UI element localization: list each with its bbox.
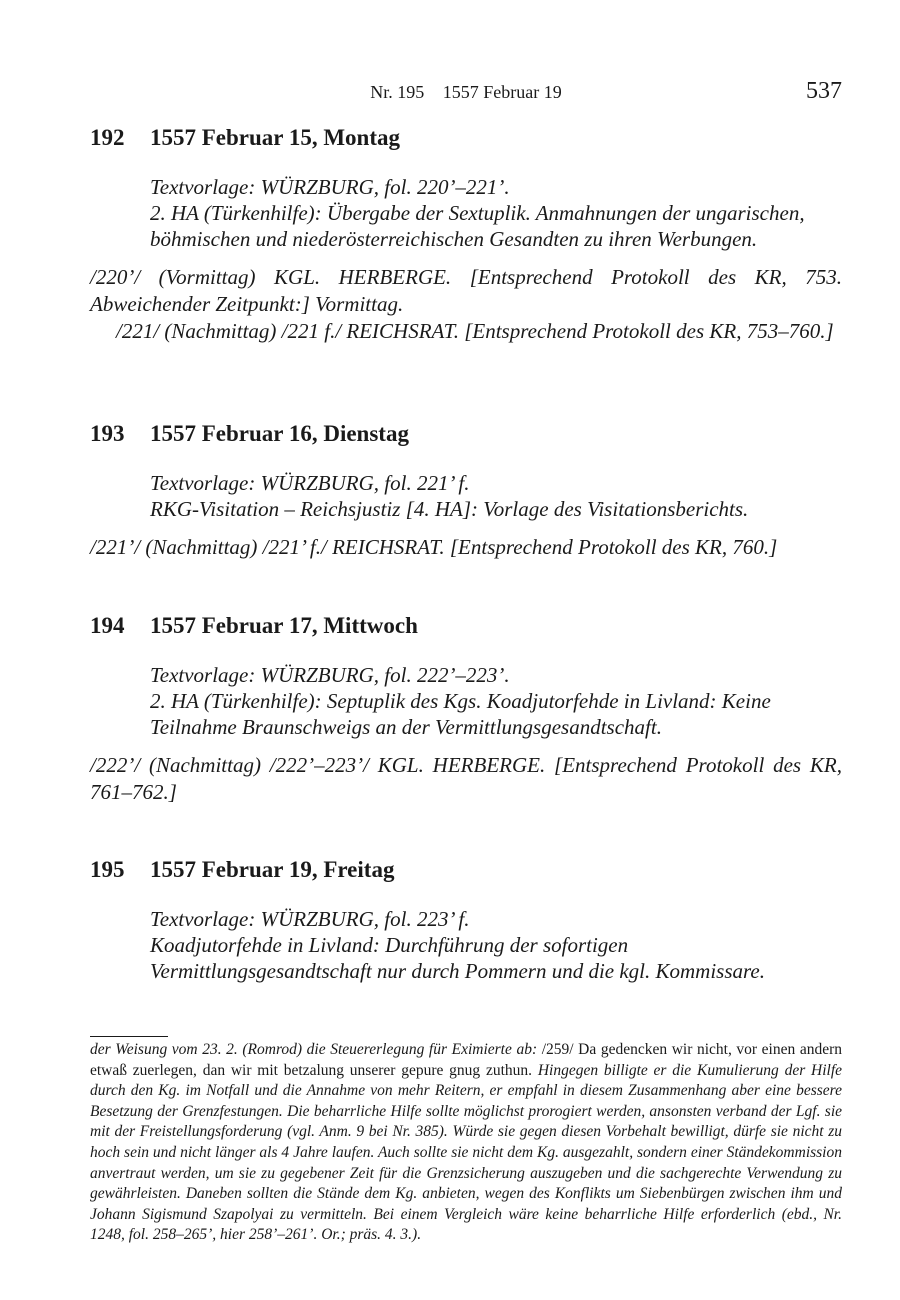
- running-head-date: 1557 Februar 19: [442, 82, 562, 102]
- entry-date: 1557 Februar 15, Montag: [150, 125, 401, 150]
- running-head-title: [90, 82, 842, 103]
- source-summary: 2. HA (Türkenhilfe): Übergabe der Sextuplik. Anmahnungen der ungarischen, böhmischen und niederösterreichischen Gesandten zu ihren Werbungen.: [150, 201, 805, 251]
- entry-number: 195: [90, 857, 125, 882]
- source-line: Textvorlage: WÜRZBURG, fol. 220’–221’.: [150, 175, 510, 199]
- entry-number: 192: [90, 125, 125, 150]
- running-head-entry-ref: Nr. 195: [370, 82, 425, 102]
- entry-source: [150, 470, 842, 522]
- footnote-folio: /259/: [541, 1041, 574, 1058]
- entry-date: 1557 Februar 19, Freitag: [150, 857, 395, 882]
- source-summary: Koadjutorfehde in Livland: Durchführung der sofortigen Vermittlungsgesandtschaft nur durch Pommern und die kgl. Kommissare.: [150, 933, 765, 983]
- source-summary: 2. HA (Türkenhilfe): Septuplik des Kgs. Koadjutorfehde in Livland: Keine Teilnahme Braunschweigs an der Vermittlungsgesandtschaft.: [150, 689, 771, 739]
- entry-194: [90, 612, 842, 806]
- entry-heading: [90, 856, 842, 884]
- entry-source: [150, 662, 842, 740]
- footnote-quote: Da gedencken wir nicht, vor einen andern etwaß zuerlegen, dan wir mit betzalung unserer gepure gnug zuthun.: [90, 1041, 842, 1079]
- footnote-divider: [90, 1036, 168, 1037]
- entry-source: [150, 174, 842, 252]
- entry-protocol: [90, 752, 842, 806]
- source-line: Textvorlage: WÜRZBURG, fol. 221’ f.: [150, 471, 470, 495]
- entry-number: 193: [90, 421, 125, 446]
- entry-heading: [90, 420, 842, 448]
- entry-date: 1557 Februar 17, Mittwoch: [150, 613, 418, 638]
- entry-protocol: [90, 264, 842, 345]
- entry-195: [90, 856, 842, 984]
- document-page: [90, 0, 842, 1300]
- source-line: Textvorlage: WÜRZBURG, fol. 222’–223’.: [150, 663, 510, 687]
- protocol-paragraph: /220’/ (Vormittag) KGL. HERBERGE. [Entsprechend Protokoll des KR, 753. Abweichender Zeitpunkt:] Vormittag.: [90, 265, 842, 316]
- running-head: [90, 78, 842, 108]
- entry-192: [90, 124, 842, 345]
- entry-193: [90, 420, 842, 561]
- footnote-lead: der Weisung vom 23. 2. (Romrod) die Steuererlegung für Eximierte ab:: [90, 1041, 538, 1058]
- source-summary: RKG-Visitation – Reichsjustiz [4. HA]: Vorlage des Visitationsberichts.: [150, 497, 749, 521]
- protocol-paragraph: /221’/ (Nachmittag) /221’ f./ REICHSRAT. [Entsprechend Protokoll des KR, 760.]: [90, 535, 778, 559]
- entry-number: 194: [90, 613, 125, 638]
- source-line: Textvorlage: WÜRZBURG, fol. 223’ f.: [150, 907, 470, 931]
- footnote: [90, 1040, 842, 1246]
- protocol-paragraph: /221/ (Nachmittag) /221 f./ REICHSRAT. [Entsprechend Protokoll des KR, 753–760.]: [116, 319, 834, 343]
- footnote-commentary: Hingegen billigte er die Kumulierung der Hilfe durch den Kg. im Notfall und die Annahme von mehr Reitern, er empfahl in diesem Zusammenhang aber eine bessere Besetzung der Grenzfestungen. Die beharrliche Hilfe sollte möglichst prorogiert werden, ansonsten verband der Lgf. sie mit der Freistellungsforderung (vgl. Anm. 9 bei Nr. 385). Würde sie gegen diesen Vorbehalt bewilligt, dürfe sie nicht zu hoch sein und nicht länger als 4 Jahre laufen. Auch sollte sie nicht dem Kg. ausgezahlt, sondern einer Ständekommission anvertraut werden, um sie zu gegebener Zeit für die Grenzsicherung auszugeben und die sachgerechte Verwendung zu gewährleisten. Daneben sollten die Stände dem Kg. anbieten, wegen des Konflikts um Siebenbürgen zwischen ihm und Johann Sigismund Szapolyai zu vermitteln. Bei einem Vergleich wäre keine beharrliche Hilfe erforderlich (ebd., Nr. 1248, fol. 258–265’, hier 258’–261’. Or.; präs. 4. 3.).: [90, 1061, 843, 1244]
- page-number: 537: [806, 78, 842, 104]
- entry-date: 1557 Februar 16, Dienstag: [150, 421, 409, 446]
- entry-protocol: [90, 534, 842, 561]
- entry-source: [150, 906, 842, 984]
- entry-heading: [90, 612, 842, 640]
- protocol-paragraph: /222’/ (Nachmittag) /222’–223’/ KGL. HERBERGE. [Entsprechend Protokoll des KR, 761–762.]: [90, 753, 842, 804]
- entry-heading: [90, 124, 842, 152]
